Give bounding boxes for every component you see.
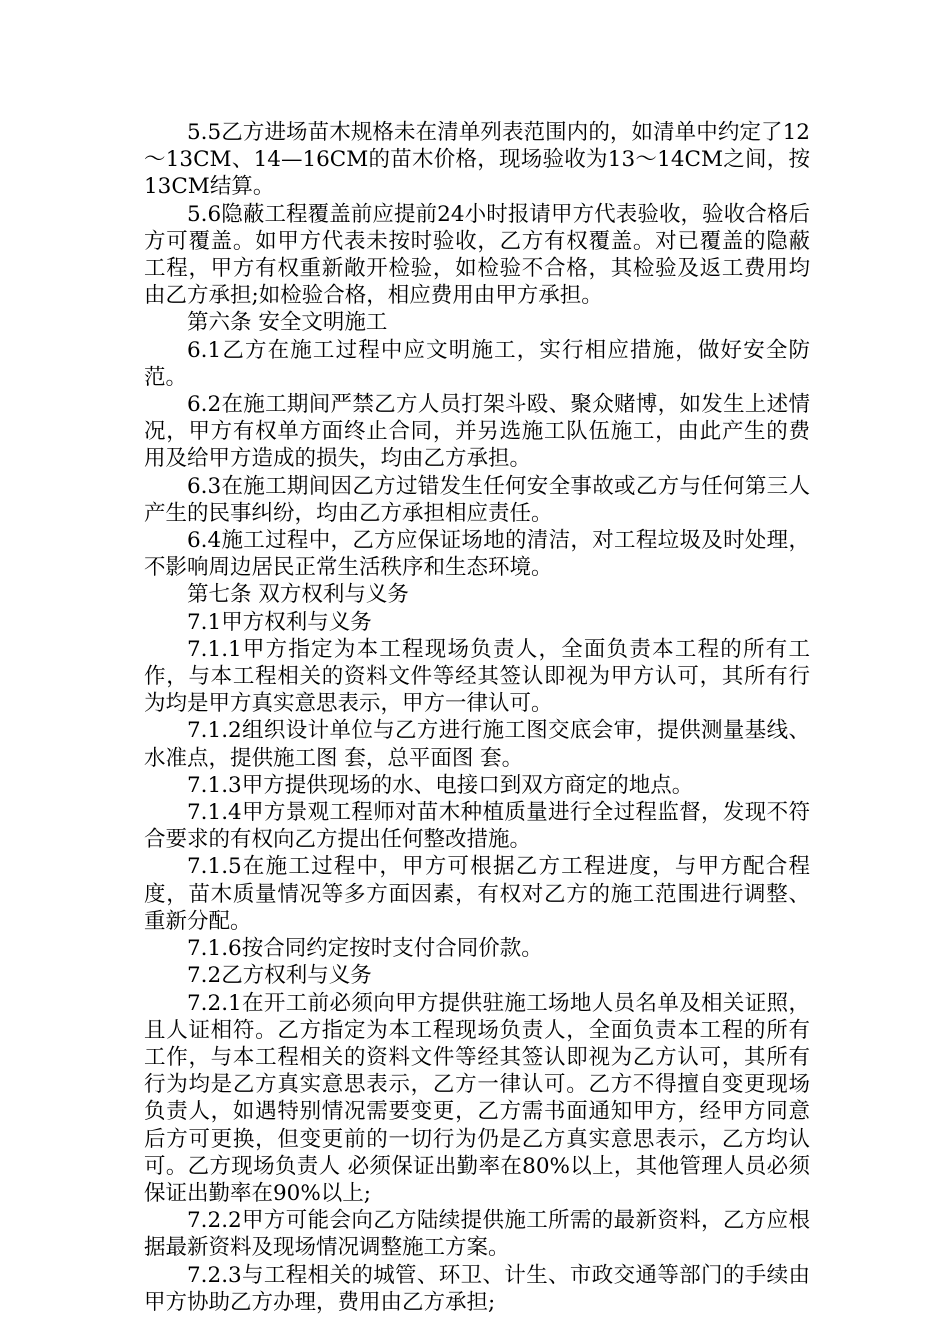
paragraph: 5.5乙方进场苗木规格未在清单列表范围内的，如清单中约定了12～13CM、14—16CM的苗木价格，现场验收为13～14CM之间，按13CM结算。 [144,120,810,200]
subsection-heading: 7.1甲方权利与义务 [187,609,372,635]
paragraph: 6.2在施工期间严禁乙方人员打架斗殴、聚众赌博，如发生上述情况，甲方有权单方面终止合同，并另选施工队伍施工，由此产生的费用及给甲方造成的损失，均由乙方承担。 [144,392,810,472]
paragraph: 7.1.4甲方景观工程师对苗木种植质量进行全过程监督，发现不符合要求的有权向乙方提出任何整改措施。 [144,800,810,853]
document-body [144,119,810,1316]
paragraph: 7.1.5在施工过程中，甲方可根据乙方工程进度，与甲方配合程度，苗木质量情况等多方面因素，有权对乙方的施工范围进行调整、重新分配。 [144,854,810,934]
paragraph: 7.2.3与工程相关的城管、环卫、计生、市政交通等部门的手续由甲方协助乙方办理，费用由乙方承担; [144,1262,810,1315]
paragraph: 7.2.1在开工前必须向甲方提供驻施工场地人员名单及相关证照，且人证相符。乙方指定为本工程现场负责人，全面负责本工程的所有工作，与本工程相关的资料文件等经其签认即视为乙方认可，其所有行为均是乙方真实意思表示，乙方一律认可。乙方不得擅自变更现场负责人，如遇特别情况需要变更，乙方需书面通知甲方，经甲方同意后方可更换，但变更前的一切行为仍是乙方真实意思表示，乙方均认可。乙方现场负责人 必须保证出勤率在80%以上，其他管理人员必须保证出勤率在90%以上; [144,990,810,1206]
section-heading: 第七条 双方权利与义务 [187,582,409,608]
paragraph: 7.1.3甲方提供现场的水、电接口到双方商定的地点。 [187,772,694,798]
paragraph: 7.1.1甲方指定为本工程现场负责人，全面负责本工程的所有工作，与本工程相关的资料文件等经其签认即视为甲方认可，其所有行为均是甲方真实意思表示，甲方一律认可。 [144,636,810,717]
paragraph: 7.1.6按合同约定按时支付合同价款。 [187,936,543,962]
section-heading: 第六条 安全文明施工 [187,310,388,336]
paragraph: 6.1乙方在施工过程中应文明施工，实行相应措施，做好安全防范。 [144,337,810,390]
subsection-heading: 7.2乙方权利与义务 [187,963,372,989]
paragraph: 6.3在施工期间因乙方过错发生任何安全事故或乙方与任何第三人产生的民事纠纷，均由乙方承担相应责任。 [144,473,810,526]
paragraph: 7.1.2组织设计单位与乙方进行施工图交底会审，提供测量基线、水准点，提供施工图 套，总平面图 套。 [144,718,810,771]
paragraph: 6.4施工过程中，乙方应保证场地的清洁，对工程垃圾及时处理，不影响周边居民正常生活秩序和生态环境。 [144,528,810,581]
paragraph: 5.6隐蔽工程覆盖前应提前24小时报请甲方代表验收，验收合格后方可覆盖。如甲方代表未按时验收，乙方有权覆盖。对已覆盖的隐蔽工程，甲方有权重新敞开检验，如检验不合格，其检验及返工费用均由乙方承担;如检验合格，相应费用由甲方承担。 [144,201,810,309]
paragraph: 7.2.2甲方可能会向乙方陆续提供施工所需的最新资料，乙方应根据最新资料及现场情况调整施工方案。 [144,1208,810,1261]
